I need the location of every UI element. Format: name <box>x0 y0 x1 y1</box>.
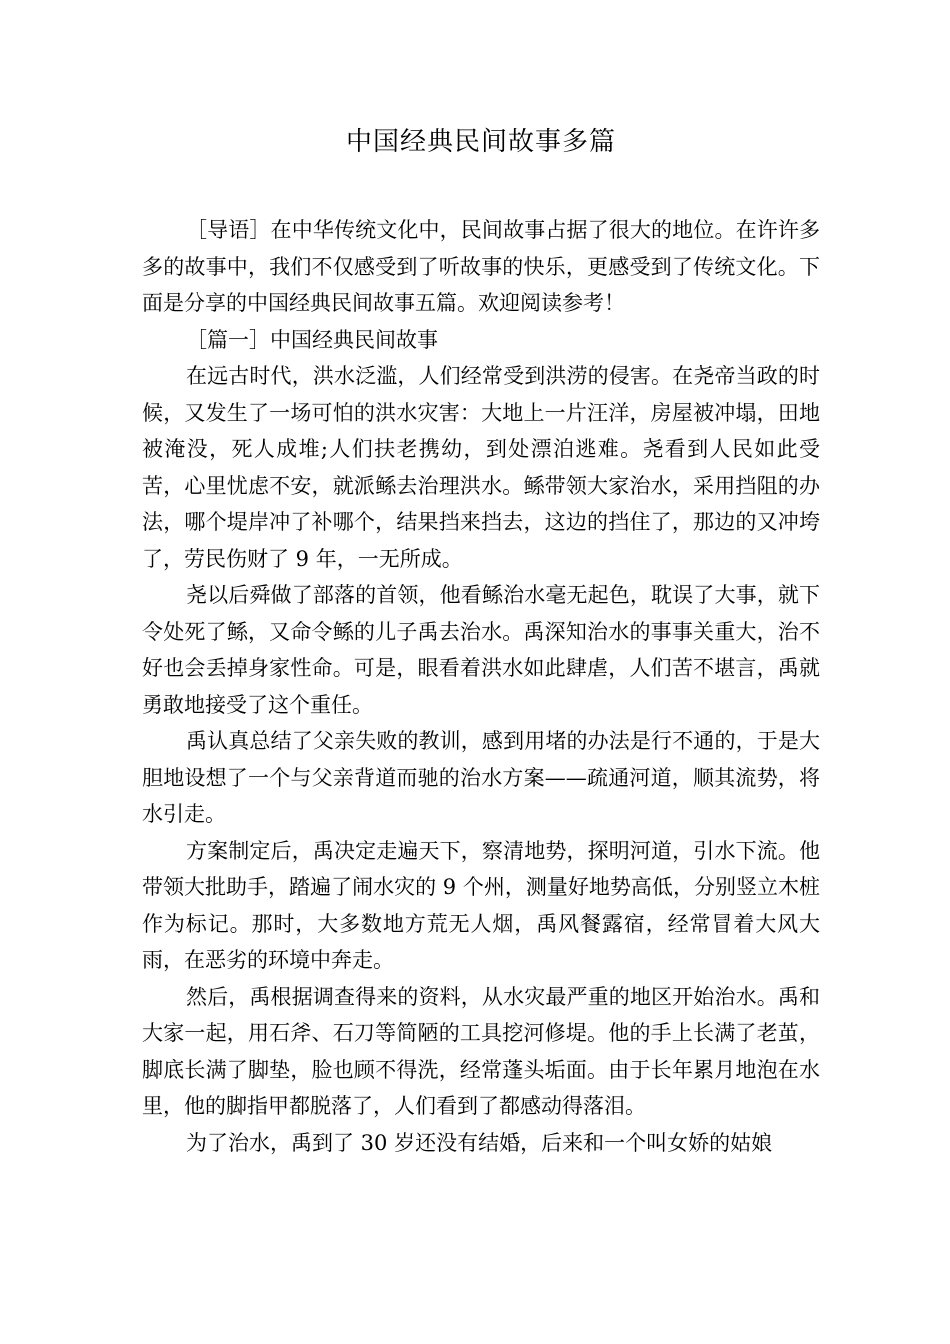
paragraph: 为了治水，禹到了 30 岁还没有结婚，后来和一个叫女娇的姑娘 <box>186 1130 773 1155</box>
paragraph: 方案制定后，禹决定走遍天下，察清地势，探明河道，引水下流。他带领大批助手，踏遍了闹水灾的 9 个州，测量好地势高低，分别竖立木桩作为标记。那时，大多数地方荒无人烟，禹风餐露宿，经常冒着大风大雨，在恶劣的环境中奔走。 <box>142 838 820 972</box>
paragraph-section-heading: ［篇一］中国经典民间故事 <box>186 327 438 352</box>
paragraph: 禹认真总结了父亲失败的教训，感到用堵的办法是行不通的，于是大胆地设想了一个与父亲背道而驰的治水方案——疏通河道，顺其流势，将水引走。 <box>142 729 820 826</box>
document-title: 中国经典民间故事多篇 <box>345 127 616 157</box>
paragraph: 尧以后舜做了部落的首领，他看鲧治水毫无起色，耽误了大事，就下令处死了鲧，又命令鲧的儿子禹去治水。禹深知治水的事事关重大，治不好也会丢掉身家性命。可是，眼看着洪水如此肆虐，人们苦不堪言，禹就勇敢地接受了这个重任。 <box>142 583 820 717</box>
paragraph: 在远古时代，洪水泛滥，人们经常受到洪涝的侵害。在尧帝当政的时候，又发生了一场可怕的洪水灾害：大地上一片汪洋，房屋被冲塌，田地被淹没，死人成堆;人们扶老携幼，到处漂泊逃难。尧看到人民如此受苦，心里忧虑不安，就派鲧去治理洪水。鲧带领大家治水，采用挡阻的办法，哪个堤岸冲了补哪个，结果挡来挡去，这边的挡住了，那边的又冲垮了，劳民伤财了 9 年，一无所成。 <box>142 364 820 571</box>
paragraph-intro: ［导语］在中华传统文化中，民间故事占据了很大的地位。在许许多多的故事中，我们不仅感受到了听故事的快乐，更感受到了传统文化。下面是分享的中国经典民间故事五篇。欢迎阅读参考！ <box>142 218 820 315</box>
paragraph: 然后，禹根据调查得来的资料，从水灾最严重的地区开始治水。禹和大家一起，用石斧、石刀等简陋的工具挖河修堤。他的手上长满了老茧，脚底长满了脚垫，脸也顾不得洗，经常蓬头垢面。由于长年累月地泡在水里，他的脚指甲都脱落了，人们看到了都感动得落泪。 <box>142 984 820 1118</box>
document-body <box>142 212 820 1161</box>
